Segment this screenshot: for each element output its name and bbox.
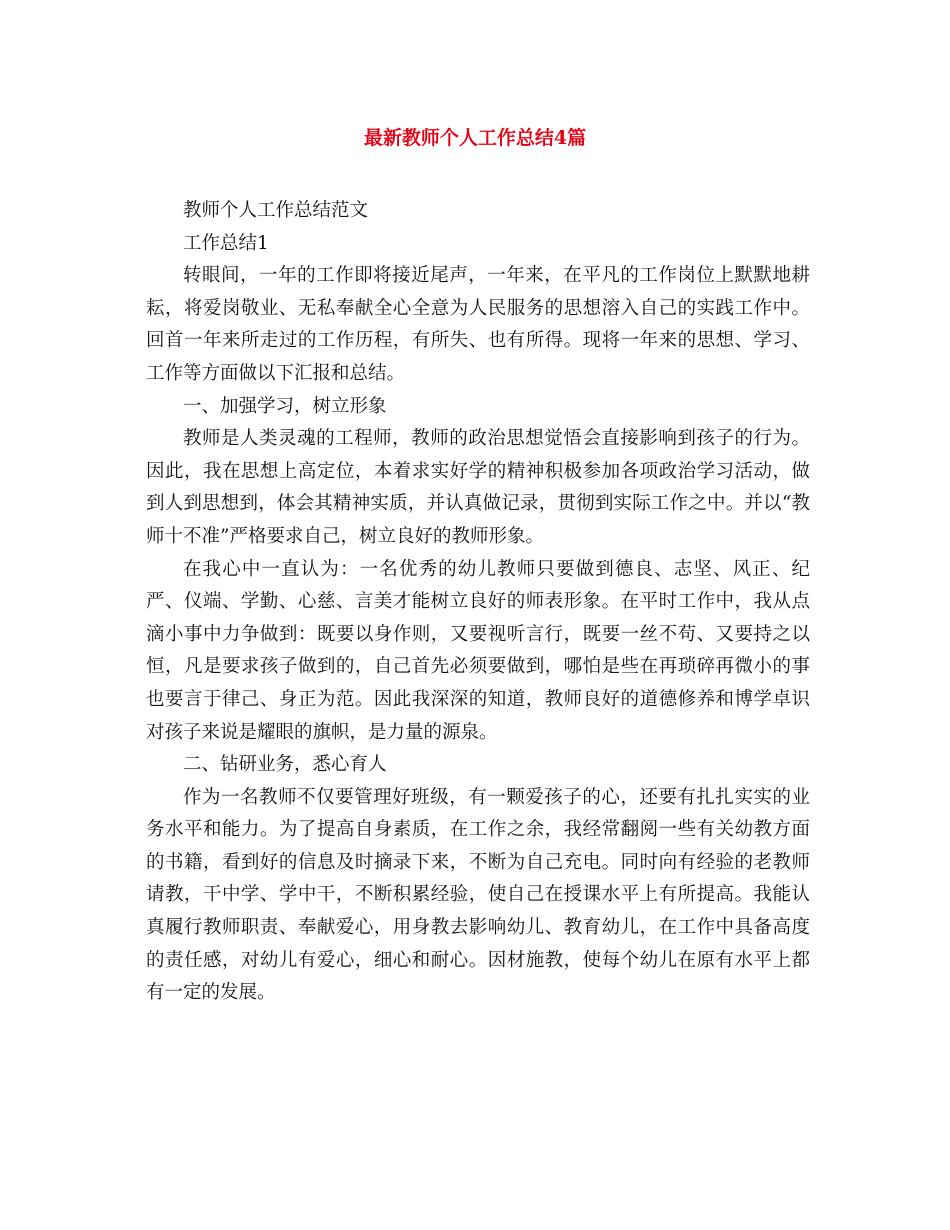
intro-paragraph: 转眼间，一年的工作即将接近尾声，一年来，在平凡的工作岗位上默默地耕耘，将爱岗敬业、无私奉献全心全意为人民服务的思想溶入自己的实践工作中。回首一年来所走过的工作历程，有所失、也有所得。现将一年来的思想、学习、工作等方面做以下汇报和总结。 <box>146 265 810 384</box>
body-paragraph: 作为一名教师不仅要管理好班级，有一颗爱孩子的心，还要有扎扎实实的业务水平和能力。为了提高自身素质，在工作之余，我经常翻阅一些有关幼教方面的书籍，看到好的信息及时摘录下来，不断为自己充电。同时向有经验的老教师请教，干中学、学中干，不断积累经验，使自己在授课水平上有所提高。我能认真履行教师职责、奉献爱心，用身教去影响幼儿、教育幼儿，在工作中具备高度的责任感，对幼儿有爱心，细心和耐心。因材施教，使每个幼儿在原有水平上都有一定的发展。 <box>146 786 810 1004</box>
section-label-paragraph: 工作总结1 <box>183 232 269 254</box>
subtitle-paragraph: 教师个人工作总结范文 <box>183 200 369 221</box>
heading-paragraph: 二、钻研业务，悉心育人 <box>183 754 387 776</box>
heading-paragraph: 一、加强学习，树立形象 <box>183 395 387 417</box>
body-paragraph: 教师是人类灵魂的工程师，教师的政治思想觉悟会直接影响到孩子的行为。因此，我在思想上高定位，本着求实好学的精神积极参加各项政治学习活动，做到人到思想到，体会其精神实质，并认真做记录，贯彻到实际工作之中。并以“教师十不准”严格要求自己，树立良好的教师形象。 <box>146 428 810 547</box>
body-paragraph: 在我心中一直认为：一名优秀的幼儿教师只要做到德良、志坚、风正、纪严、仪端、学勤、心慈、言美才能树立良好的师表形象。在平时工作中，我从点滴小事中力争做到：既要以身作则，又要视听言行，既要一丝不苟、又要持之以恒，凡是要求孩子做到的，自己首先必须要做到，哪怕是些在再琐碎再微小的事也要言于律己、身正为范。因此我深深的知道，教师良好的道德修养和博学卓识对孩子来说是耀眼的旗帜，是力量的源泉。 <box>146 558 810 743</box>
document-title: 最新教师个人工作总结4篇 <box>363 127 587 149</box>
document-body <box>146 195 810 1010</box>
